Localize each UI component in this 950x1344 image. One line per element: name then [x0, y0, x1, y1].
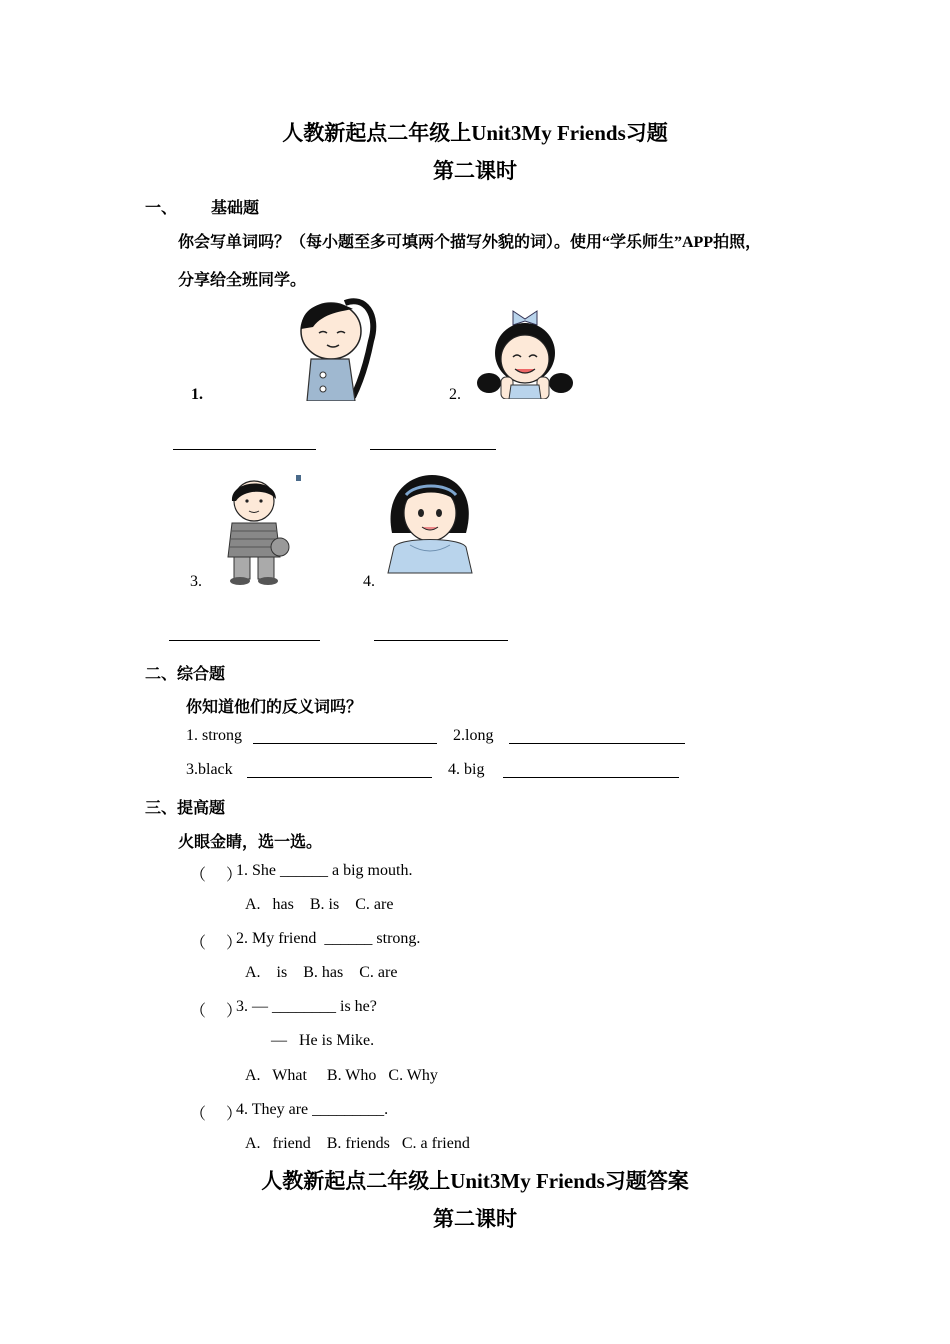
antonym-blank-1[interactable] [253, 743, 437, 744]
answer-blank-2[interactable] [370, 449, 496, 450]
item-2-label: 2. [449, 386, 461, 403]
question-2-options: A. is B. has C. are [245, 964, 398, 981]
girl-bows-figure [471, 303, 579, 399]
question-1-options: A. has B. is C. are [245, 896, 394, 913]
antonym-item-3: 3.black [186, 761, 233, 778]
antonym-blank-2[interactable] [509, 743, 685, 744]
answer-paren-3[interactable]: （ ） [190, 1003, 243, 1020]
boy-sweater-figure [214, 475, 302, 585]
question-2: 2. My friend ______ strong. [236, 930, 421, 947]
antonym-blank-4[interactable] [503, 777, 679, 778]
section1-instruction-line2: 分享给全班同学。 [178, 272, 307, 289]
question-3: 3. — ________ is he? [236, 998, 377, 1015]
answer-title: 人教新起点二年级上Unit3My Friends习题答案 [261, 1169, 689, 1193]
section1-heading: 基础题 [211, 200, 260, 217]
section3-instruction: 火眼金睛，选一选。 [178, 834, 323, 851]
answer-lesson-subtitle: 第二课时 [433, 1207, 517, 1231]
answer-paren-1[interactable]: （ ） [190, 867, 243, 884]
answer-blank-3[interactable] [169, 640, 320, 641]
answer-blank-4[interactable] [374, 640, 508, 641]
antonym-item-4: 4. big [448, 761, 485, 778]
section2-instruction: 你知道他们的反义词吗？ [186, 699, 363, 716]
section3-heading: 三、提高题 [145, 800, 226, 817]
antonym-item-2: 2.long [453, 727, 494, 744]
question-3-options: A. What B. Who C. Why [245, 1067, 438, 1084]
section1-number: 一、 [145, 200, 178, 217]
answer-paren-2[interactable]: （ ） [190, 935, 243, 952]
antonym-blank-3[interactable] [247, 777, 432, 778]
page-title: 人教新起点二年级上Unit3My Friends习题 [282, 121, 668, 145]
section1-instruction-line1: 你会写单词吗？（每小题至多可填两个描写外貌的词）。使用“学乐师生”APP拍照， [178, 234, 762, 251]
question-3-answer-line: — He is Mike. [271, 1032, 375, 1049]
answer-paren-4[interactable]: （ ） [190, 1106, 243, 1123]
item-1-label: 1. [191, 386, 203, 403]
section2-heading: 二、综合题 [145, 666, 226, 683]
lesson-subtitle: 第二课时 [433, 159, 517, 183]
girl-headband-figure [380, 473, 480, 579]
antonym-item-1: 1. strong [186, 727, 242, 744]
item-4-label: 4. [363, 573, 375, 590]
girl-ponytail-figure [283, 297, 383, 401]
question-4-options: A. friend B. friends C. a friend [245, 1135, 470, 1152]
item-3-label: 3. [190, 573, 202, 590]
question-1: 1. She ______ a big mouth. [236, 862, 413, 879]
answer-blank-1[interactable] [173, 449, 316, 450]
question-4: 4. They are _________. [236, 1101, 389, 1118]
